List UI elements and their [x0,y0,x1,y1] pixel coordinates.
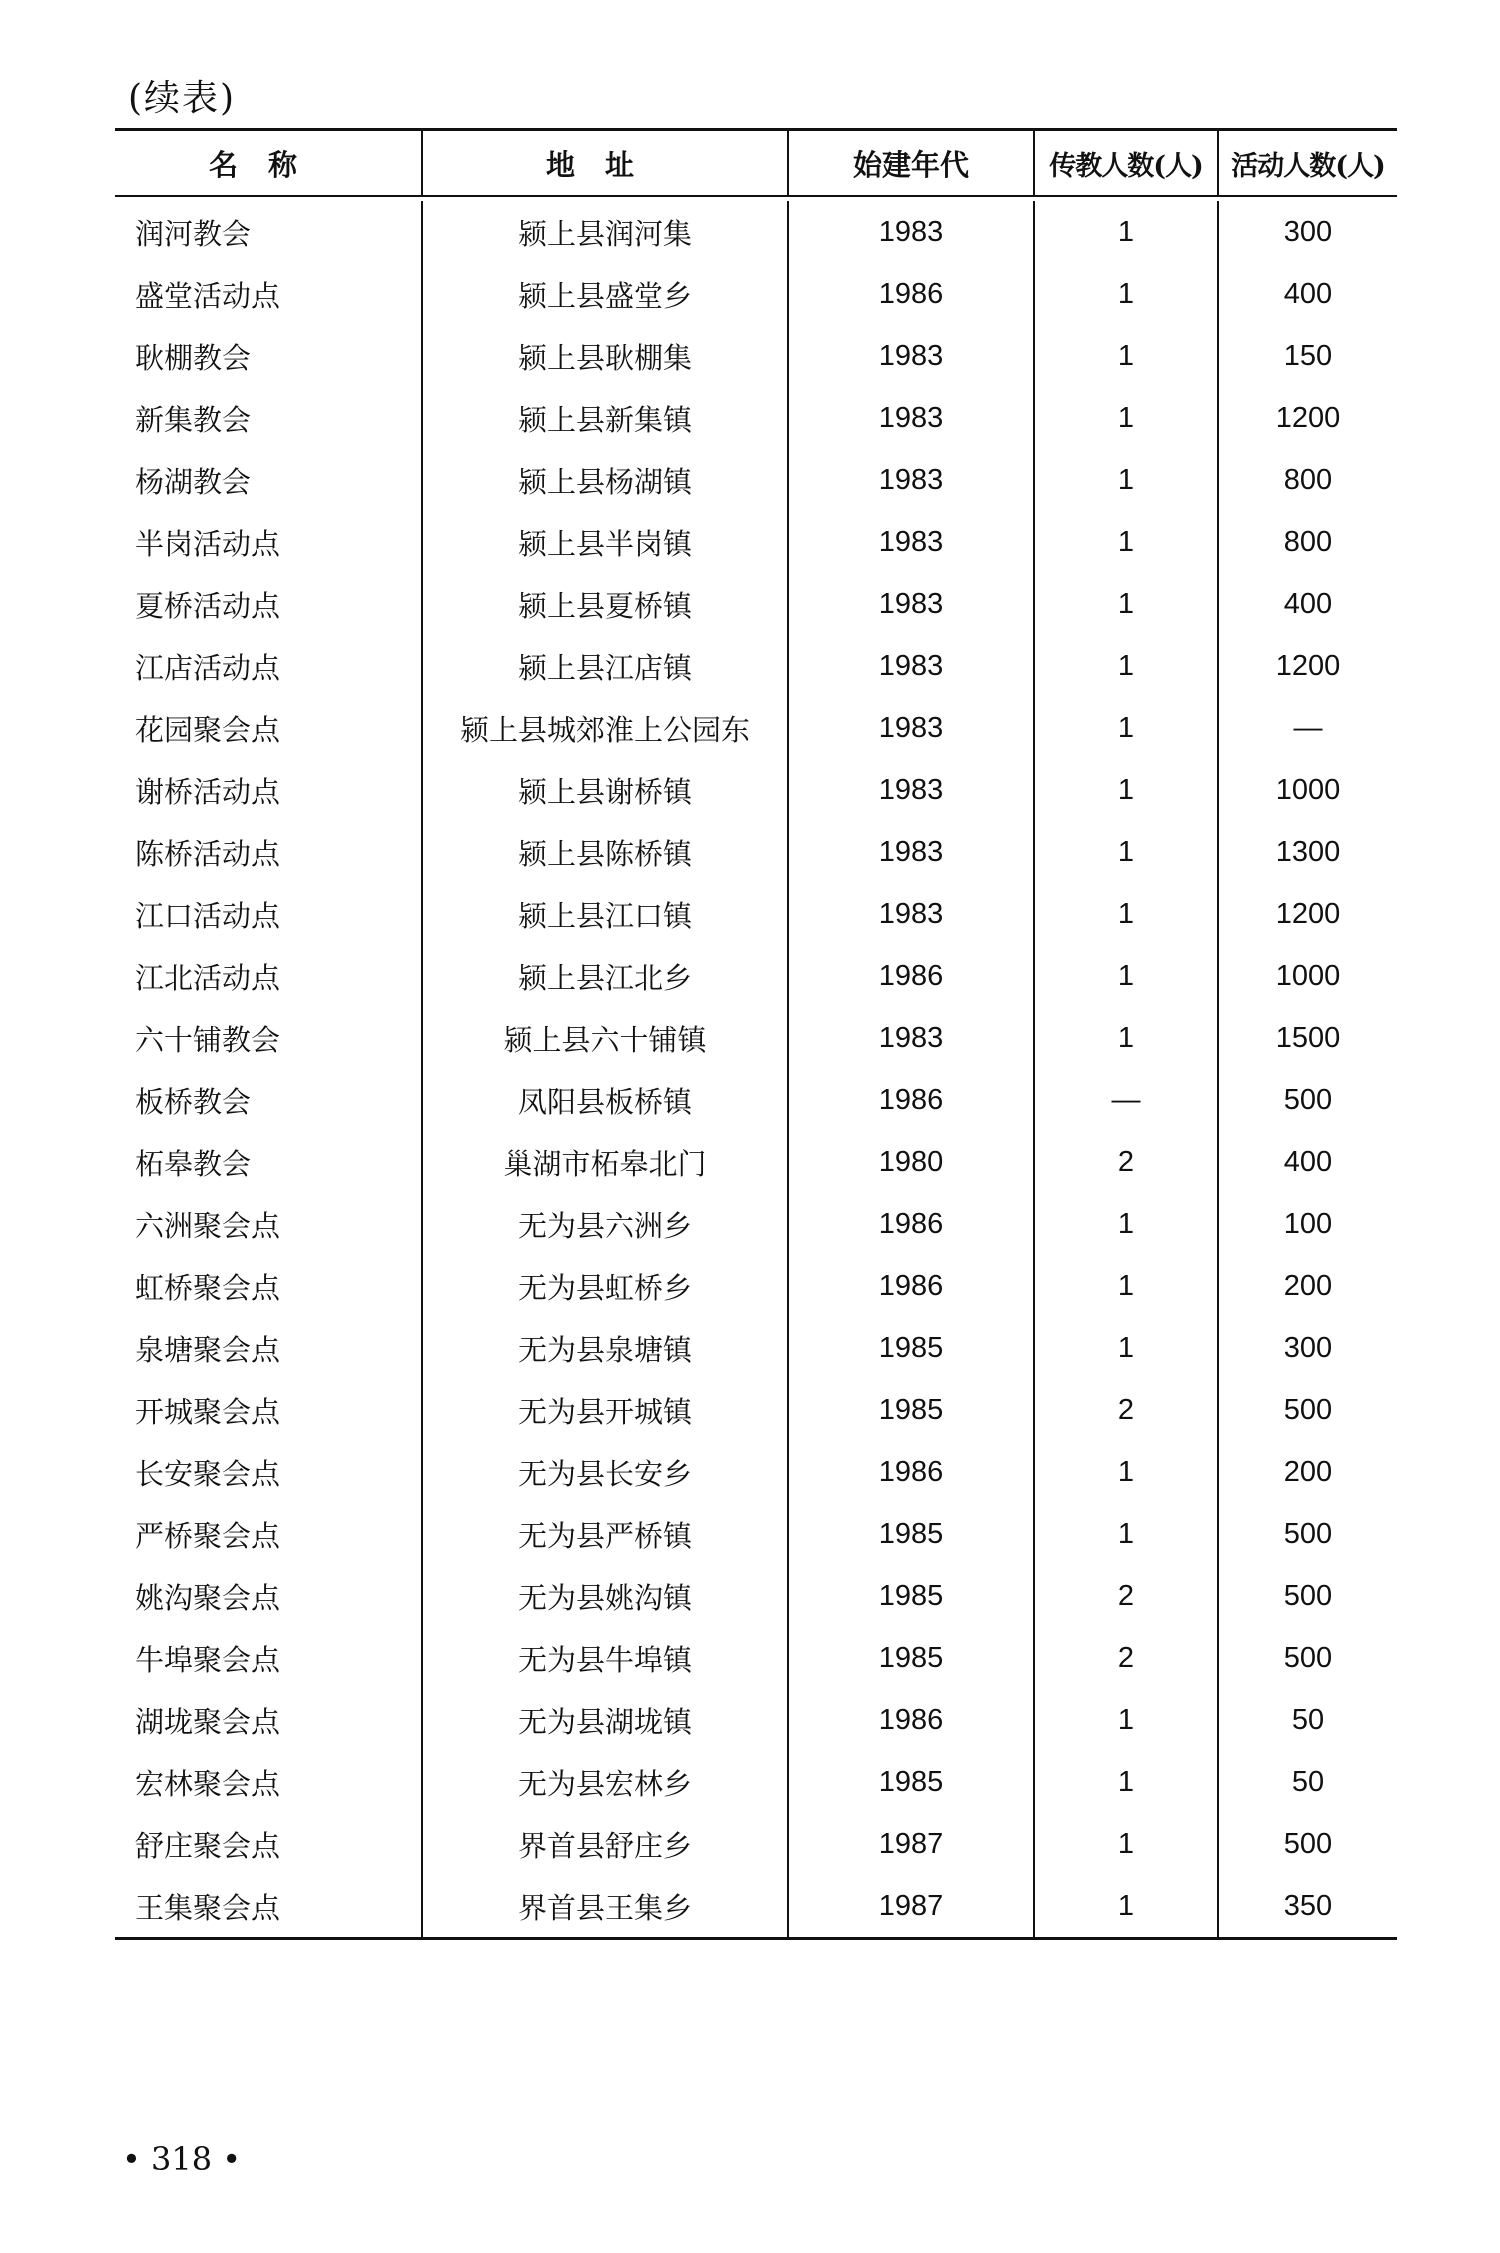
cell-missionaries: 1 [1035,1441,1219,1503]
cell-participants: 1200 [1275,401,1341,434]
table-row [115,201,1397,263]
cell-address: 巢湖市柘皋北门 [423,1131,789,1193]
cell-founded-year: 1983 [789,635,1035,697]
table-row [115,1441,1397,1503]
cell-address: 无为县宏林乡 [423,1751,789,1813]
header-name: 名称 [115,131,423,195]
table-row [115,1751,1397,1813]
table-row [115,883,1397,945]
cell-name: 柘皋教会 [115,1131,423,1193]
cell-participants: 300 [1283,1331,1333,1364]
cell-founded-year: 1986 [789,1441,1035,1503]
table-header-row [115,131,1397,197]
table-row [115,759,1397,821]
cell-name: 虹桥聚会点 [115,1255,423,1317]
cell-name: 耿棚教会 [115,325,423,387]
cell-missionaries: 1 [1035,573,1219,635]
table-row [115,1503,1397,1565]
cell-address: 无为县六洲乡 [423,1193,789,1255]
cell-address: 颍上县谢桥镇 [423,759,789,821]
cell-participants: 800 [1283,525,1333,558]
table-row [115,1875,1397,1937]
cell-founded-year: 1986 [789,263,1035,325]
cell-name: 严桥聚会点 [115,1503,423,1565]
cell-name: 泉塘聚会点 [115,1317,423,1379]
cell-participants: 200 [1283,1269,1333,1302]
cell-founded-year: 1985 [789,1379,1035,1441]
cell-address: 无为县开城镇 [423,1379,789,1441]
cell-participants: 1500 [1275,1021,1341,1054]
cell-founded-year: 1983 [789,325,1035,387]
cell-name: 花园聚会点 [115,697,423,759]
cell-participants: 400 [1283,277,1333,310]
cell-missionaries: 1 [1035,1689,1219,1751]
cell-founded-year: 1983 [789,387,1035,449]
cell-name: 宏林聚会点 [115,1751,423,1813]
cell-address: 无为县虹桥乡 [423,1255,789,1317]
cell-address: 界首县舒庄乡 [423,1813,789,1875]
cell-founded-year: 1986 [789,1193,1035,1255]
cell-name: 江北活动点 [115,945,423,1007]
continued-caption: (续表) [128,78,237,119]
cell-name: 六洲聚会点 [115,1193,423,1255]
cell-missionaries: 1 [1035,1007,1219,1069]
cell-founded-year: 1986 [789,1689,1035,1751]
cell-address: 颍上县杨湖镇 [423,449,789,511]
cell-missionaries: 1 [1035,635,1219,697]
cell-missionaries: 1 [1035,945,1219,1007]
cell-missionaries: 1 [1035,1317,1219,1379]
table-row [115,1007,1397,1069]
cell-missionaries: 2 [1035,1627,1219,1689]
cell-missionaries: 1 [1035,325,1219,387]
cell-address: 无为县牛埠镇 [423,1627,789,1689]
table-row [115,325,1397,387]
table-row [115,1131,1397,1193]
cell-founded-year: 1987 [789,1875,1035,1937]
table-row [115,1813,1397,1875]
cell-founded-year: 1983 [789,201,1035,263]
table-row [115,1565,1397,1627]
cell-address: 颍上县城郊淮上公园东 [423,697,789,759]
cell-address: 无为县湖垅镇 [423,1689,789,1751]
cell-founded-year: 1980 [789,1131,1035,1193]
cell-participants: 1000 [1275,959,1341,992]
cell-participants: 400 [1283,1145,1333,1178]
table-row [115,1627,1397,1689]
cell-address: 颍上县江店镇 [423,635,789,697]
cell-name: 江口活动点 [115,883,423,945]
cell-name: 板桥教会 [115,1069,423,1131]
cell-founded-year: 1983 [789,883,1035,945]
cell-missionaries: 1 [1035,387,1219,449]
cell-address: 颍上县江北乡 [423,945,789,1007]
table-row [115,511,1397,573]
cell-missionaries: 1 [1035,1813,1219,1875]
cell-name: 新集教会 [115,387,423,449]
cell-name: 长安聚会点 [115,1441,423,1503]
cell-missionaries: 1 [1035,697,1219,759]
cell-participants: 1200 [1275,649,1341,682]
table-row [115,1193,1397,1255]
table-row [115,1689,1397,1751]
table-row [115,945,1397,1007]
header-missionaries: 传教人数(人) [1035,131,1219,195]
cell-participants: 500 [1283,1393,1333,1426]
table-row [115,1069,1397,1131]
header-participants: 活动人数(人) [1231,150,1385,182]
cell-name: 江店活动点 [115,635,423,697]
cell-founded-year: 1983 [789,449,1035,511]
cell-name: 王集聚会点 [115,1875,423,1937]
cell-founded-year: 1985 [789,1503,1035,1565]
cell-name: 夏桥活动点 [115,573,423,635]
cell-participants: 300 [1283,215,1333,248]
table-row [115,263,1397,325]
cell-address: 颍上县耿棚集 [423,325,789,387]
cell-address: 颍上县六十铺镇 [423,1007,789,1069]
cell-name: 湖垅聚会点 [115,1689,423,1751]
cell-founded-year: 1985 [789,1751,1035,1813]
cell-participants: 1200 [1275,897,1341,930]
cell-name: 开城聚会点 [115,1379,423,1441]
cell-participants: 50 [1291,1765,1325,1798]
cell-missionaries: 1 [1035,1875,1219,1937]
cell-address: 颍上县盛堂乡 [423,263,789,325]
cell-address: 无为县长安乡 [423,1441,789,1503]
cell-missionaries: 1 [1035,511,1219,573]
cell-address: 界首县王集乡 [423,1875,789,1937]
cell-founded-year: 1983 [789,573,1035,635]
cell-name: 姚沟聚会点 [115,1565,423,1627]
cell-participants: 500 [1283,1827,1333,1860]
cell-missionaries: 1 [1035,759,1219,821]
cell-participants: 500 [1283,1517,1333,1550]
table-row [115,821,1397,883]
table-row [115,573,1397,635]
cell-missionaries: 1 [1035,201,1219,263]
cell-participants: 1300 [1275,835,1341,868]
table-row [115,1255,1397,1317]
cell-founded-year: 1985 [789,1627,1035,1689]
cell-name: 舒庄聚会点 [115,1813,423,1875]
cell-participants: 500 [1283,1579,1333,1612]
cell-missionaries: 2 [1035,1131,1219,1193]
cell-missionaries: 1 [1035,1751,1219,1813]
cell-participants: 400 [1283,587,1333,620]
cell-address: 颍上县新集镇 [423,387,789,449]
cell-participants: 500 [1283,1083,1333,1116]
cell-name: 半岗活动点 [115,511,423,573]
cell-missionaries: 1 [1035,821,1219,883]
cell-address: 颍上县润河集 [423,201,789,263]
table-row [115,387,1397,449]
cell-address: 无为县泉塘镇 [423,1317,789,1379]
page-number: • 318 • [122,2140,242,2178]
cell-address: 颍上县夏桥镇 [423,573,789,635]
cell-founded-year: 1983 [789,511,1035,573]
cell-participants: 150 [1283,339,1333,372]
cell-missionaries: 1 [1035,263,1219,325]
cell-founded-year: 1983 [789,1007,1035,1069]
table-row [115,449,1397,511]
cell-name: 陈桥活动点 [115,821,423,883]
cell-name: 谢桥活动点 [115,759,423,821]
cell-address: 颍上县江口镇 [423,883,789,945]
cell-participants: 50 [1291,1703,1325,1736]
church-table [115,128,1397,1940]
table-body [115,201,1397,1937]
cell-address: 颍上县陈桥镇 [423,821,789,883]
cell-missionaries: 1 [1035,1503,1219,1565]
cell-founded-year: 1983 [789,821,1035,883]
cell-missionaries: 1 [1035,1255,1219,1317]
cell-founded-year: 1986 [789,945,1035,1007]
cell-missionaries: 1 [1035,1193,1219,1255]
cell-address: 无为县姚沟镇 [423,1565,789,1627]
cell-founded-year: 1987 [789,1813,1035,1875]
cell-address: 凤阳县板桥镇 [423,1069,789,1131]
cell-name: 盛堂活动点 [115,263,423,325]
cell-participants: 800 [1283,463,1333,496]
cell-name: 润河教会 [115,201,423,263]
cell-name: 杨湖教会 [115,449,423,511]
cell-participants: 100 [1283,1207,1333,1240]
cell-missionaries: 1 [1035,449,1219,511]
cell-name: 牛埠聚会点 [115,1627,423,1689]
cell-founded-year: 1983 [789,759,1035,821]
table-row [115,697,1397,759]
cell-missionaries: 2 [1035,1565,1219,1627]
cell-participants: 200 [1283,1455,1333,1488]
cell-founded-year: 1983 [789,697,1035,759]
cell-founded-year: 1985 [789,1317,1035,1379]
cell-founded-year: 1986 [789,1069,1035,1131]
cell-missionaries: 2 [1035,1379,1219,1441]
cell-founded-year: 1985 [789,1565,1035,1627]
cell-participants: — [1293,711,1323,744]
cell-participants: 1000 [1275,773,1341,806]
table-row [115,1317,1397,1379]
cell-founded-year: 1986 [789,1255,1035,1317]
cell-participants: 500 [1283,1641,1333,1674]
header-founded-year: 始建年代 [789,131,1035,195]
cell-missionaries: 1 [1035,883,1219,945]
table-row [115,635,1397,697]
table-row [115,1379,1397,1441]
cell-missionaries: — [1035,1069,1219,1131]
cell-address: 颍上县半岗镇 [423,511,789,573]
cell-name: 六十铺教会 [115,1007,423,1069]
cell-participants: 350 [1283,1889,1333,1922]
header-address: 地址 [423,131,789,195]
cell-address: 无为县严桥镇 [423,1503,789,1565]
